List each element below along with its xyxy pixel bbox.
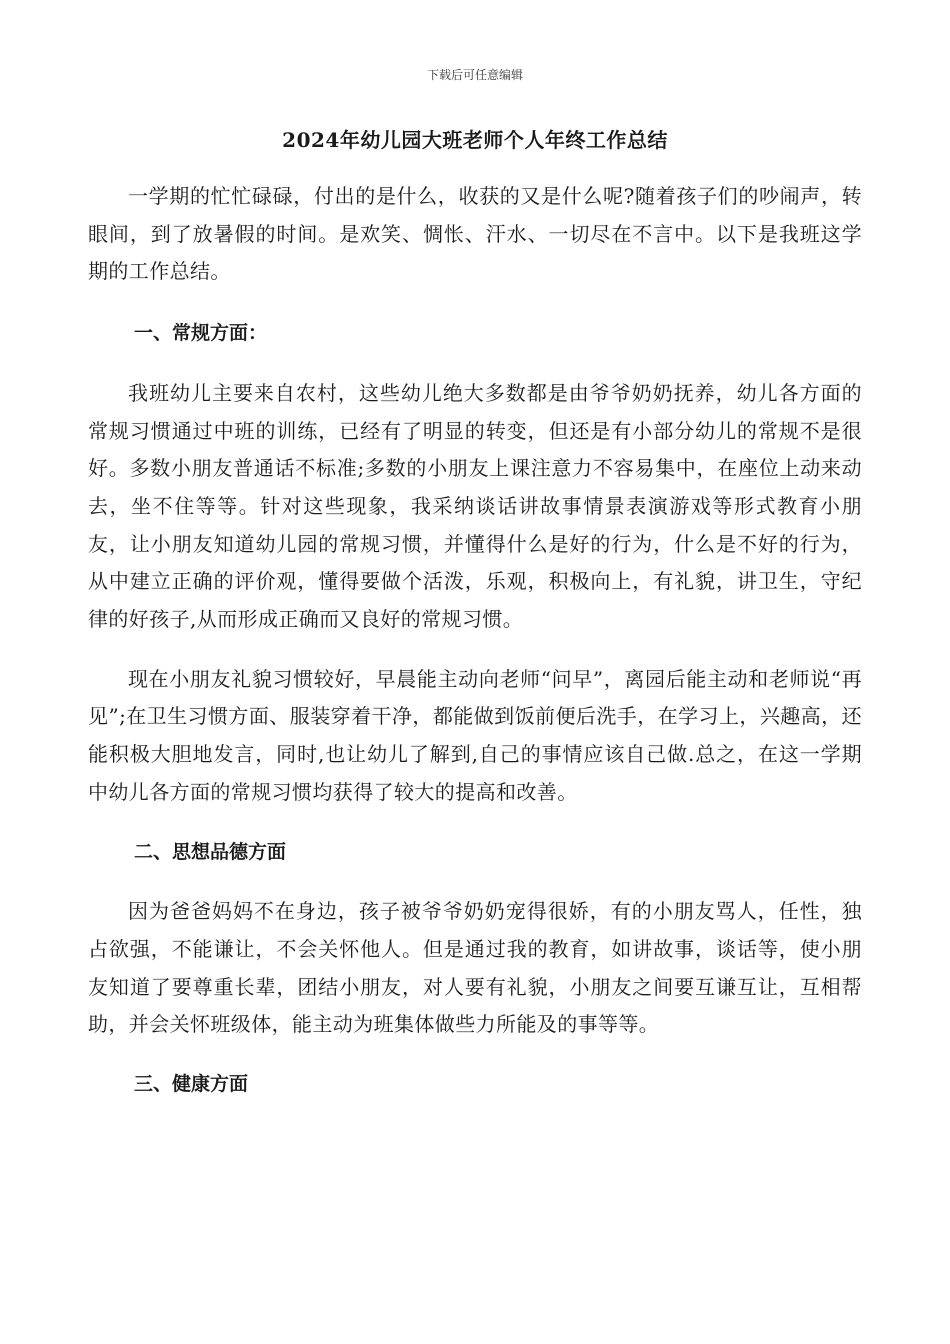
section-heading-health: 三、健康方面 bbox=[134, 1073, 249, 1096]
section-heading-routine: 一、常规方面： bbox=[134, 322, 268, 345]
section-paragraph: 现在小朋友礼貌习惯较好，早晨能主动向老师“问早”，离园后能主动和老师说“再见”;在卫生习惯方面、服装穿着干净，都能做到饭前便后洗手，在学习上，兴趣高，还能积极大胆地发言，同时,也让幼儿了解到,自己的事情应该自己做.总之，在这一学期中幼儿各方面的常规习惯均获得了较大的提高和改善。 bbox=[88, 666, 862, 804]
intro-paragraph: 一学期的忙忙碌碌，付出的是什么，收获的又是什么呢?随着孩子们的吵闹声，转眼间，到了放暑假的时间。是欢笑、惆怅、汗水、一切尽在不言中。以下是我班这学期的工作总结。 bbox=[88, 184, 862, 284]
header-note: 下载后可任意编辑 bbox=[426, 68, 523, 82]
section-heading-moral: 二、思想品德方面 bbox=[134, 840, 287, 863]
document-title: 2024年幼儿园大班老师个人年终工作总结 bbox=[282, 128, 668, 152]
section-paragraph: 因为爸爸妈妈不在身边，孩子被爷爷奶奶宠得很娇，有的小朋友骂人，任性，独占欲强，不能谦让，不会关怀他人。但是通过我的教育，如讲故事，谈话等，使小朋友知道了要尊重长辈，团结小朋友，对人要有礼貌，小朋友之间要互谦互让，互相帮助，并会关怀班级体，能主动为班集体做些力所能及的事等等。 bbox=[88, 899, 862, 1037]
section-paragraph: 我班幼儿主要来自农村，这些幼儿绝大多数都是由爷爷奶奶抚养，幼儿各方面的常规习惯通过中班的训练，已经有了明显的转变，但还是有小部分幼儿的常规不是很好。多数小朋友普通话不标准;多数的小朋友上课注意力不容易集中，在座位上动来动去，坐不住等等。针对这些现象，我采纳谈话讲故事情景表演游戏等形式教育小朋友，让小朋友知道幼儿园的常规习惯，并懂得什么是好的行为，什么是不好的行为，从中建立正确的评价观，懂得要做个活泼，乐观，积极向上，有礼貌，讲卫生，守纪律的好孩子,从而形成正确而又良好的常规习惯。 bbox=[88, 380, 862, 632]
document-body bbox=[88, 178, 862, 1104]
